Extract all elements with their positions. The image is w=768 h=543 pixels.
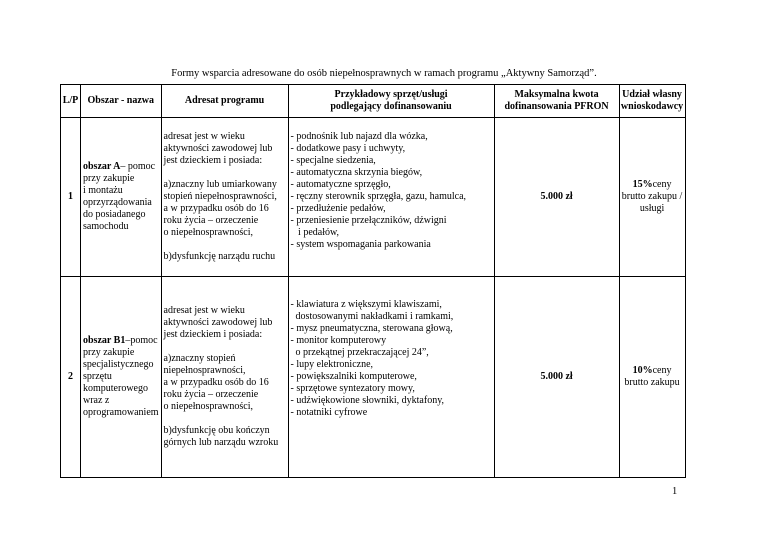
header-max-line: dofinansowania PFRON xyxy=(504,101,609,112)
addressee-line: b)dysfunkcję obu kończyn xyxy=(163,425,270,436)
own-share-line: brutto zakupu / xyxy=(621,191,683,202)
equipment-item: - automatyczne sprzęgło, xyxy=(290,179,391,190)
header-row xyxy=(61,85,686,118)
equipment-item: - notatniki cyfrowe xyxy=(290,407,368,418)
header-max-line: Maksymalna kwota xyxy=(514,89,599,100)
equipment-item: - system wspomagania parkowania xyxy=(290,239,431,250)
area-line: przy zakupie xyxy=(83,173,135,184)
area-line: oprzyrządowania xyxy=(83,197,152,208)
addressee-line: stopień niepełnosprawności, xyxy=(163,191,277,202)
row-number: 1 xyxy=(61,118,81,277)
max-amount: 5.000 zł xyxy=(494,277,619,478)
table-row xyxy=(61,277,686,478)
addressee-line: roku życia – orzeczenie xyxy=(163,389,259,400)
own-share-heading xyxy=(622,365,683,377)
header-equipment-line: Przykładowy sprzęt/usługi xyxy=(334,89,448,100)
equipment-item: - dodatkowe pasy i uchwyty, xyxy=(290,143,406,154)
equipment-item: - specjalne siedzenia, xyxy=(290,155,376,166)
area-name-rest: –pomoc xyxy=(125,335,158,346)
own-share-heading xyxy=(622,179,683,191)
equipment-item: i pedałów, xyxy=(290,227,340,238)
header-equipment xyxy=(288,85,494,118)
addressee-line: roku życia – orzeczenie xyxy=(163,215,259,226)
addressee-line: a w przypadku osób do 16 xyxy=(163,377,269,388)
header-own-share xyxy=(619,85,685,118)
own-share-rest: ceny xyxy=(652,365,672,376)
addressee-cell xyxy=(161,118,288,277)
area-cell xyxy=(81,277,162,478)
own-share-rest: ceny xyxy=(652,179,672,190)
equipment-cell xyxy=(288,277,494,478)
own-share-line: brutto zakupu xyxy=(624,377,680,388)
header-max-amount xyxy=(494,85,619,118)
addressee-line: górnych lub narządu wzroku xyxy=(163,437,279,448)
addressee-line: aktywności zawodowej lub xyxy=(163,143,273,154)
equipment-item: - monitor komputerowy xyxy=(290,335,387,346)
area-cell xyxy=(81,118,162,277)
equipment-item: - powiększalniki komputerowe, xyxy=(290,371,417,382)
own-share-percent: 15% xyxy=(632,179,653,190)
area-heading xyxy=(83,335,159,347)
addressee-line: o niepełnosprawności, xyxy=(163,401,253,412)
addressee-cell xyxy=(161,277,288,478)
header-addressee: Adresat programu xyxy=(161,85,288,118)
own-share-line: usługi xyxy=(639,203,665,214)
own-share-cell xyxy=(619,118,685,277)
equipment-item: dostosowanymi nakładkami i ramkami, xyxy=(290,311,454,322)
equipment-cell xyxy=(288,118,494,277)
area-line: sprzętu xyxy=(83,371,112,382)
table-row xyxy=(61,118,686,277)
equipment-item: - udźwiękowione słowniki, dyktafony, xyxy=(290,395,445,406)
addressee-line: o niepełnosprawności, xyxy=(163,227,253,238)
addressee-line: a)znaczny stopień xyxy=(163,353,236,364)
max-amount: 5.000 zł xyxy=(494,118,619,277)
header-own-line: wnioskodawcy xyxy=(620,101,684,112)
area-heading xyxy=(83,161,159,173)
header-lp: L/P xyxy=(61,85,81,118)
area-line: i montażu xyxy=(83,185,123,196)
equipment-item: o przekątnej przekraczającej 24”, xyxy=(290,347,429,358)
equipment-item: - automatyczna skrzynia biegów, xyxy=(290,167,423,178)
header-equipment-line: podlegający dofinansowaniu xyxy=(330,101,452,112)
addressee-line: jest dzieckiem i posiada: xyxy=(163,329,263,340)
header-area: Obszar - nazwa xyxy=(81,85,162,118)
addressee-line: adresat jest w wieku xyxy=(163,305,245,316)
support-table xyxy=(60,84,686,478)
equipment-item: - sprzętowe syntezatory mowy, xyxy=(290,383,415,394)
addressee-line: b)dysfunkcję narządu ruchu xyxy=(163,251,276,262)
addressee-line: a)znaczny lub umiarkowany xyxy=(163,179,277,190)
page-title: Formy wsparcia adresowane do osób niepełnosprawnych w ramach programu „Aktywny Samorząd”. xyxy=(171,68,597,79)
equipment-item: - ręczny sterownik sprzęgła, gazu, hamulca, xyxy=(290,191,467,202)
area-name: obszar A xyxy=(83,161,121,172)
equipment-item: - przeniesienie przełączników, dźwigni xyxy=(290,215,447,226)
equipment-item: - podnośnik lub najazd dla wózka, xyxy=(290,131,428,142)
addressee-line: aktywności zawodowej lub xyxy=(163,317,273,328)
addressee-line: adresat jest w wieku xyxy=(163,131,245,142)
equipment-item: - mysz pneumatyczna, sterowana głową, xyxy=(290,323,453,334)
area-line: samochodu xyxy=(83,221,129,232)
area-name: obszar B1 xyxy=(83,335,126,346)
area-line: do posiadanego xyxy=(83,209,146,220)
header-own-line: Udział własny xyxy=(622,89,682,100)
page-number: 1 xyxy=(672,486,678,497)
addressee-line: niepełnosprawności, xyxy=(163,365,246,376)
own-share-percent: 10% xyxy=(632,365,653,376)
equipment-item: - lupy elektroniczne, xyxy=(290,359,374,370)
area-line: przy zakupie xyxy=(83,347,135,358)
area-line: oprogramowaniem xyxy=(83,407,159,418)
addressee-line: a w przypadku osób do 16 xyxy=(163,203,269,214)
area-line: specjalistycznego xyxy=(83,359,154,370)
equipment-item: - klawiatura z większymi klawiszami, xyxy=(290,299,442,310)
own-share-cell xyxy=(619,277,685,478)
area-name-rest: – pomoc xyxy=(120,161,156,172)
equipment-item: - przedłużenie pedałów, xyxy=(290,203,386,214)
row-number: 2 xyxy=(61,277,81,478)
area-line: komputerowego xyxy=(83,383,148,394)
area-line: wraz z xyxy=(83,395,110,406)
addressee-line: jest dzieckiem i posiada: xyxy=(163,155,263,166)
